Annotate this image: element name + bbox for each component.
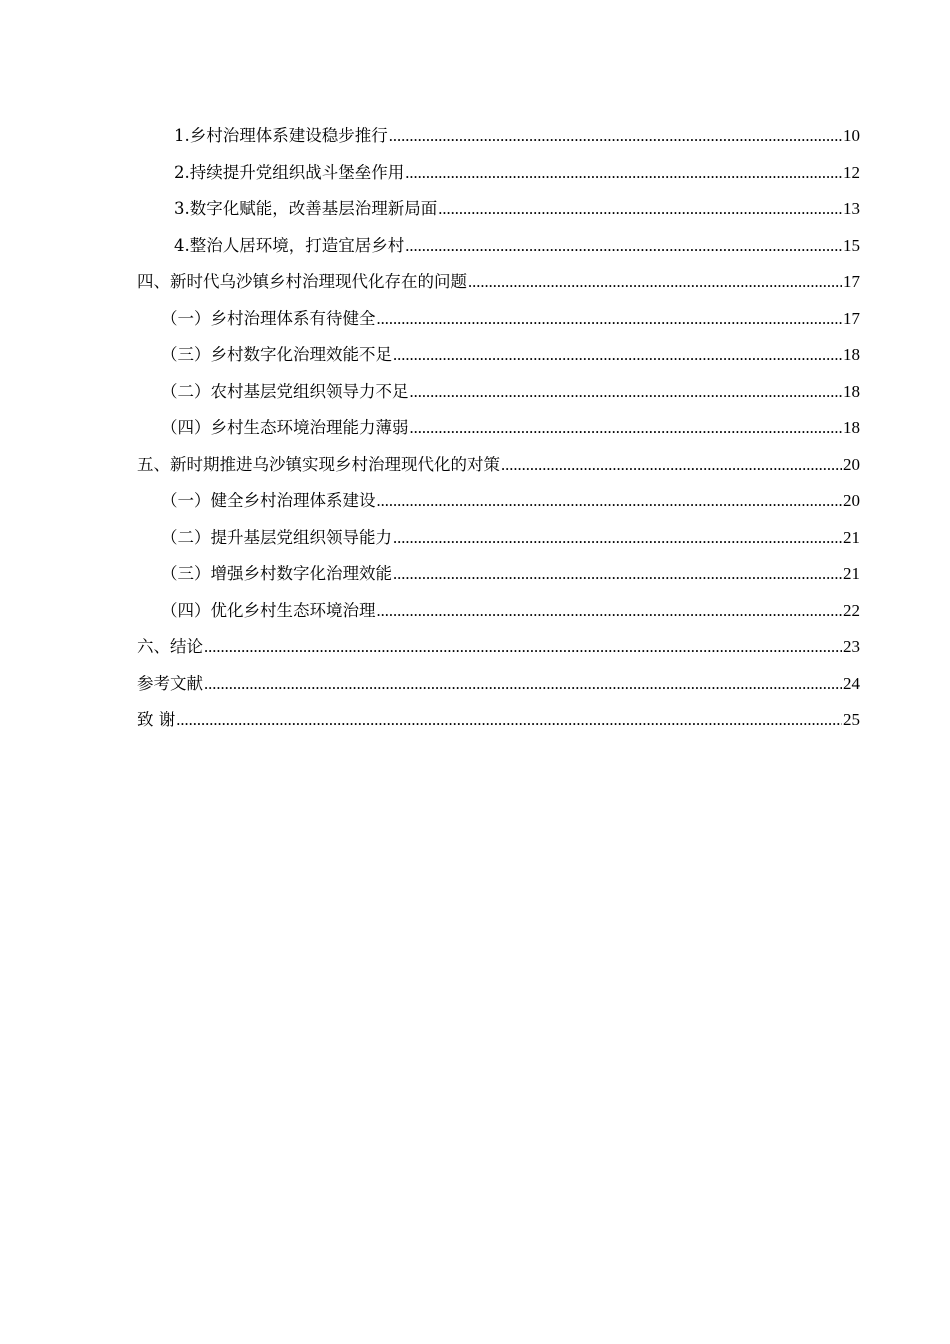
toc-entry-title: （二）提升基层党组织领导能力 bbox=[161, 527, 392, 547]
toc-entry[interactable] bbox=[137, 629, 860, 666]
toc-entry-title: 4.整治人居环境，打造宜居乡村 bbox=[174, 235, 405, 255]
toc-entry-title: 四、新时代乌沙镇乡村治理现代化存在的问题 bbox=[137, 272, 467, 291]
toc-entry[interactable] bbox=[137, 301, 860, 338]
toc-entry-title: 六、结论 bbox=[137, 637, 203, 656]
toc-entry-title: （一）乡村治理体系有待健全 bbox=[161, 308, 376, 328]
toc-entry-page-number: 17 bbox=[843, 308, 860, 328]
toc-entry-page-number: 22 bbox=[843, 600, 860, 620]
toc-entry[interactable] bbox=[137, 264, 860, 301]
toc-entry-page-number: 18 bbox=[843, 345, 860, 364]
toc-entry-title: 3.数字化赋能，改善基层治理新局面 bbox=[174, 199, 438, 218]
toc-dot-leader bbox=[501, 447, 842, 484]
toc-dot-leader bbox=[468, 264, 842, 301]
toc-entry-page-number: 17 bbox=[843, 272, 860, 291]
toc-dot-leader bbox=[393, 556, 842, 593]
toc-entry[interactable] bbox=[137, 702, 860, 739]
toc-dot-leader bbox=[393, 520, 842, 557]
toc-entry[interactable] bbox=[137, 410, 860, 447]
toc-entry[interactable] bbox=[137, 447, 860, 484]
toc-dot-leader bbox=[410, 374, 843, 411]
toc-dot-leader bbox=[405, 155, 842, 192]
toc-entry-title: （二）农村基层党组织领导力不足 bbox=[161, 381, 409, 401]
toc-entry-page-number: 20 bbox=[843, 491, 860, 510]
toc-dot-leader bbox=[389, 118, 842, 155]
toc-entry[interactable] bbox=[137, 155, 860, 192]
toc-entry-page-number: 21 bbox=[843, 527, 860, 547]
toc-entry[interactable] bbox=[137, 593, 860, 630]
toc-entry-page-number: 25 bbox=[843, 710, 860, 729]
toc-entry-title: 参考文献 bbox=[137, 673, 203, 693]
toc-entry-title: （三）增强乡村数字化治理效能 bbox=[161, 564, 392, 583]
toc-entry-title: （四）优化乡村生态环境治理 bbox=[161, 600, 376, 620]
toc-dot-leader bbox=[393, 337, 842, 374]
toc-dot-leader bbox=[405, 228, 842, 265]
toc-dot-leader bbox=[377, 301, 843, 338]
toc-entry[interactable] bbox=[137, 520, 860, 557]
toc-entry[interactable] bbox=[137, 483, 860, 520]
toc-entry-page-number: 12 bbox=[843, 162, 860, 182]
toc-entry-page-number: 18 bbox=[843, 418, 860, 437]
toc-entry-page-number: 20 bbox=[843, 454, 860, 474]
toc-entry-page-number: 15 bbox=[843, 235, 860, 255]
toc-entry[interactable] bbox=[137, 556, 860, 593]
toc-dot-leader bbox=[204, 629, 842, 666]
toc-entry-page-number: 23 bbox=[843, 637, 860, 656]
toc-dot-leader bbox=[410, 410, 843, 447]
toc-entry-title: （一）健全乡村治理体系建设 bbox=[161, 491, 376, 510]
toc-dot-leader bbox=[377, 593, 843, 630]
toc-entry-page-number: 18 bbox=[843, 381, 860, 401]
toc-entry-page-number: 13 bbox=[843, 199, 860, 218]
toc-entry-title: （四）乡村生态环境治理能力薄弱 bbox=[161, 418, 409, 437]
table-of-contents bbox=[137, 118, 860, 739]
toc-dot-leader bbox=[204, 666, 842, 703]
toc-dot-leader bbox=[377, 483, 843, 520]
toc-entry[interactable] bbox=[137, 666, 860, 703]
toc-entry-title: 致 谢 bbox=[137, 710, 176, 729]
toc-entry-title: 2.持续提升党组织战斗堡垒作用 bbox=[174, 162, 405, 182]
toc-entry-page-number: 24 bbox=[843, 673, 860, 693]
toc-entry[interactable] bbox=[137, 118, 860, 155]
toc-entry-page-number: 10 bbox=[843, 126, 860, 145]
toc-entry[interactable] bbox=[137, 191, 860, 228]
toc-dot-leader bbox=[438, 191, 842, 228]
toc-entry-title: 1.乡村治理体系建设稳步推行 bbox=[174, 126, 388, 145]
toc-entry-title: （三）乡村数字化治理效能不足 bbox=[161, 345, 392, 364]
toc-entry[interactable] bbox=[137, 374, 860, 411]
toc-entry-title: 五、新时期推进乌沙镇实现乡村治理现代化的对策 bbox=[137, 454, 500, 474]
toc-dot-leader bbox=[176, 702, 842, 739]
toc-entry[interactable] bbox=[137, 337, 860, 374]
toc-entry-page-number: 21 bbox=[843, 564, 860, 583]
toc-entry[interactable] bbox=[137, 228, 860, 265]
